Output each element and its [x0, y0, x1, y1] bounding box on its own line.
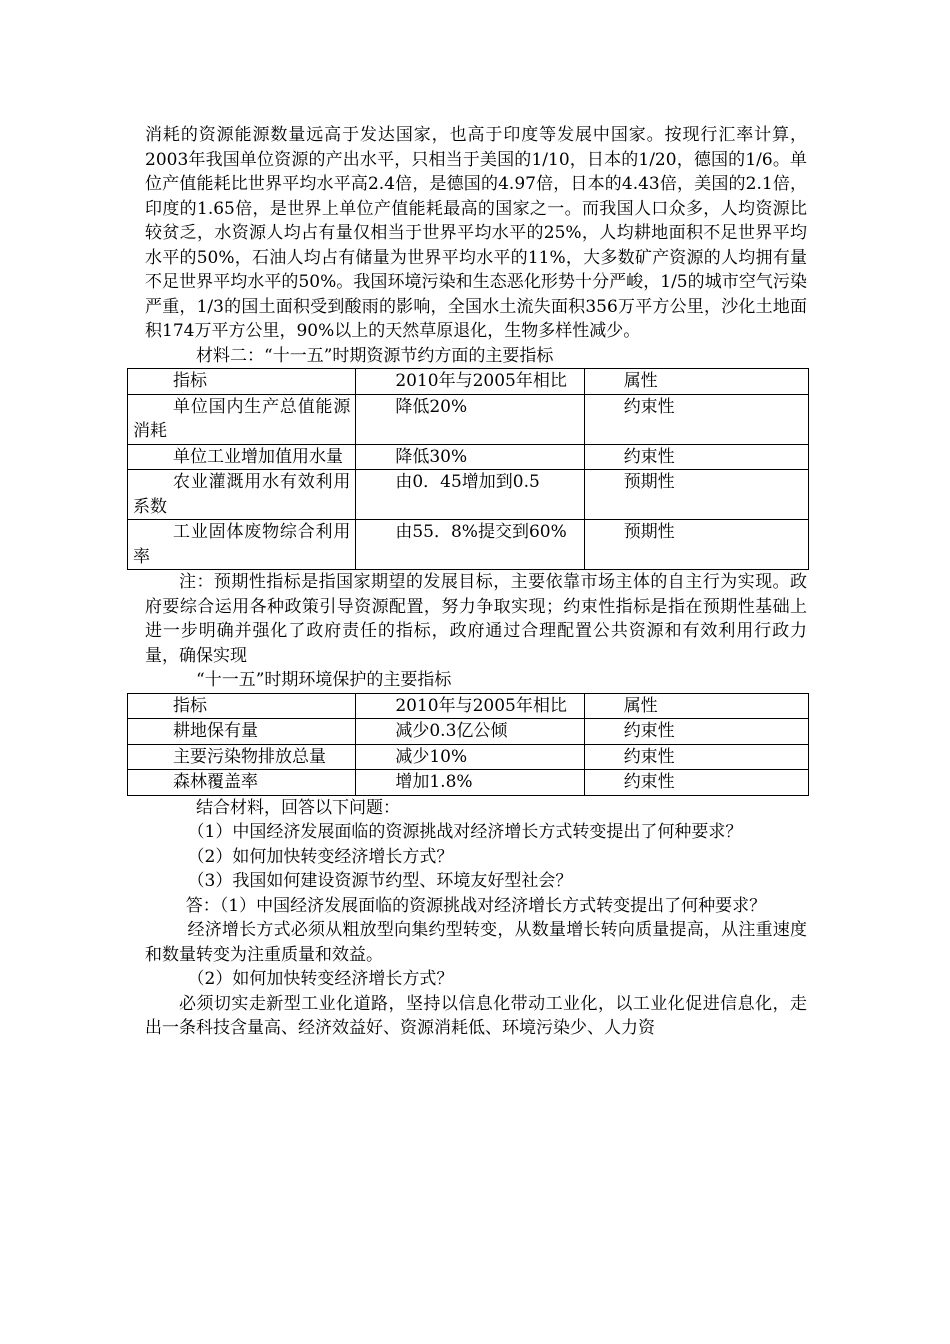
table-header-row — [128, 369, 809, 395]
table-row — [128, 444, 809, 470]
cell-indicator: 主要污染物排放总量 — [128, 744, 356, 770]
table2-caption: “十一五”时期环境保护的主要指标 — [196, 670, 452, 690]
resource-saving-table — [127, 368, 809, 570]
table1-caption: 材料二：“十一五”时期资源节约方面的主要指标 — [196, 345, 554, 366]
cell-comparison: 由0．45增加到0.5 — [356, 470, 584, 520]
cell-indicator: 单位国内生产总值能源消耗 — [128, 394, 356, 444]
document-page — [133, 123, 807, 1041]
cell-comparison: 减少0.3亿公倾 — [356, 719, 584, 745]
table-row — [128, 520, 809, 570]
header-comparison: 2010年与2005年相比 — [356, 693, 584, 719]
answer-1-body: 经济增长方式必须从粗放型向集约型转变，从数量增长转向质量提高，从注重速度和数量转变为注重质量和效益。 — [145, 920, 807, 965]
cell-indicator: 森林覆盖率 — [128, 770, 356, 796]
header-attribute: 属性 — [584, 693, 808, 719]
material-one-paragraph: 消耗的资源能源数量远高于发达国家，也高于印度等发展中国家。按现行汇率计算，2003年我国单位资源的产出水平，只相当于美国的1/10，日本的1/20，德国的1/6。单位产值能耗比世界平均水平高2.4倍，是德国的4.97倍，日本的4.43倍，美国的2.1倍，印度的1.65倍，是世界上单位产值能耗最高的国家之一。而我国人口众多，人均资源比较贫乏，水资源人均占有量仅相当于世界平均水平的25%，人均耕地面积不足世界平均水平的50%，石油人均占有储量为世界平均水平的11%，大多数矿产资源的人均拥有量不足世界平均水平的50%。我国环境污染和生态恶化形势十分严峻，1/5的城市空气污染严重，1/3的国土面积受到酸雨的影响，全国水土流失面积356万平方公里，沙化土地面积174万平方公里，90%以上的天然草原退化，生物多样性减少。 — [145, 125, 807, 341]
cell-comparison: 降低20% — [356, 394, 584, 444]
table-row — [128, 719, 809, 745]
answer-1-heading: 答：（1）中国经济发展面临的资源挑战对经济增长方式转变提出了何种要求？ — [185, 895, 767, 916]
questions-intro: 结合材料，回答以下问题： — [196, 797, 400, 818]
question-1: （1）中国经济发展面临的资源挑战对经济增长方式转变提出了何种要求？ — [187, 822, 743, 842]
question-3: （3）我国如何建设资源节约型、环境友好型社会？ — [187, 871, 573, 891]
cell-indicator: 农业灌溉用水有效利用系数 — [128, 470, 356, 520]
header-indicator: 指标 — [128, 693, 356, 719]
cell-attribute: 预期性 — [584, 470, 808, 520]
answer-2-body: 必须切实走新型工业化道路，坚持以信息化带动工业化，以工业化促进信息化，走出一条科技含量高、经济效益好、资源消耗低、环境污染少、人力资 — [145, 993, 807, 1038]
cell-attribute: 约束性 — [584, 444, 808, 470]
cell-comparison: 降低30% — [356, 444, 584, 470]
cell-attribute: 约束性 — [584, 394, 808, 444]
table-row — [128, 744, 809, 770]
environment-protection-table — [127, 693, 809, 796]
table-header-row — [128, 693, 809, 719]
header-comparison: 2010年与2005年相比 — [356, 369, 584, 395]
cell-attribute: 约束性 — [584, 770, 808, 796]
question-2: （2）如何加快转变经济增长方式？ — [187, 846, 454, 867]
answer-2-heading: （2）如何加快转变经济增长方式？ — [187, 969, 454, 989]
cell-comparison: 增加1.8% — [356, 770, 584, 796]
cell-indicator: 工业固体废物综合利用率 — [128, 520, 356, 570]
header-attribute: 属性 — [584, 369, 808, 395]
cell-attribute: 约束性 — [584, 744, 808, 770]
header-indicator: 指标 — [128, 369, 356, 395]
cell-indicator: 耕地保有量 — [128, 719, 356, 745]
cell-attribute: 约束性 — [584, 719, 808, 745]
cell-attribute: 预期性 — [584, 520, 808, 570]
indicator-note: 注：预期性指标是指国家期望的发展目标，主要依靠市场主体的自主行为实现。政府要综合运用各种政策引导资源配置，努力争取实现；约束性指标是指在预期性基础上进一步明确并强化了政府责任的指标，政府通过合理配置公共资源和有效利用行政力量，确保实现 — [145, 572, 807, 666]
table-row — [128, 770, 809, 796]
cell-indicator: 单位工业增加值用水量 — [128, 444, 356, 470]
table-row — [128, 394, 809, 444]
cell-comparison: 减少10% — [356, 744, 584, 770]
cell-comparison: 由55．8%提交到60% — [356, 520, 584, 570]
table-row — [128, 470, 809, 520]
